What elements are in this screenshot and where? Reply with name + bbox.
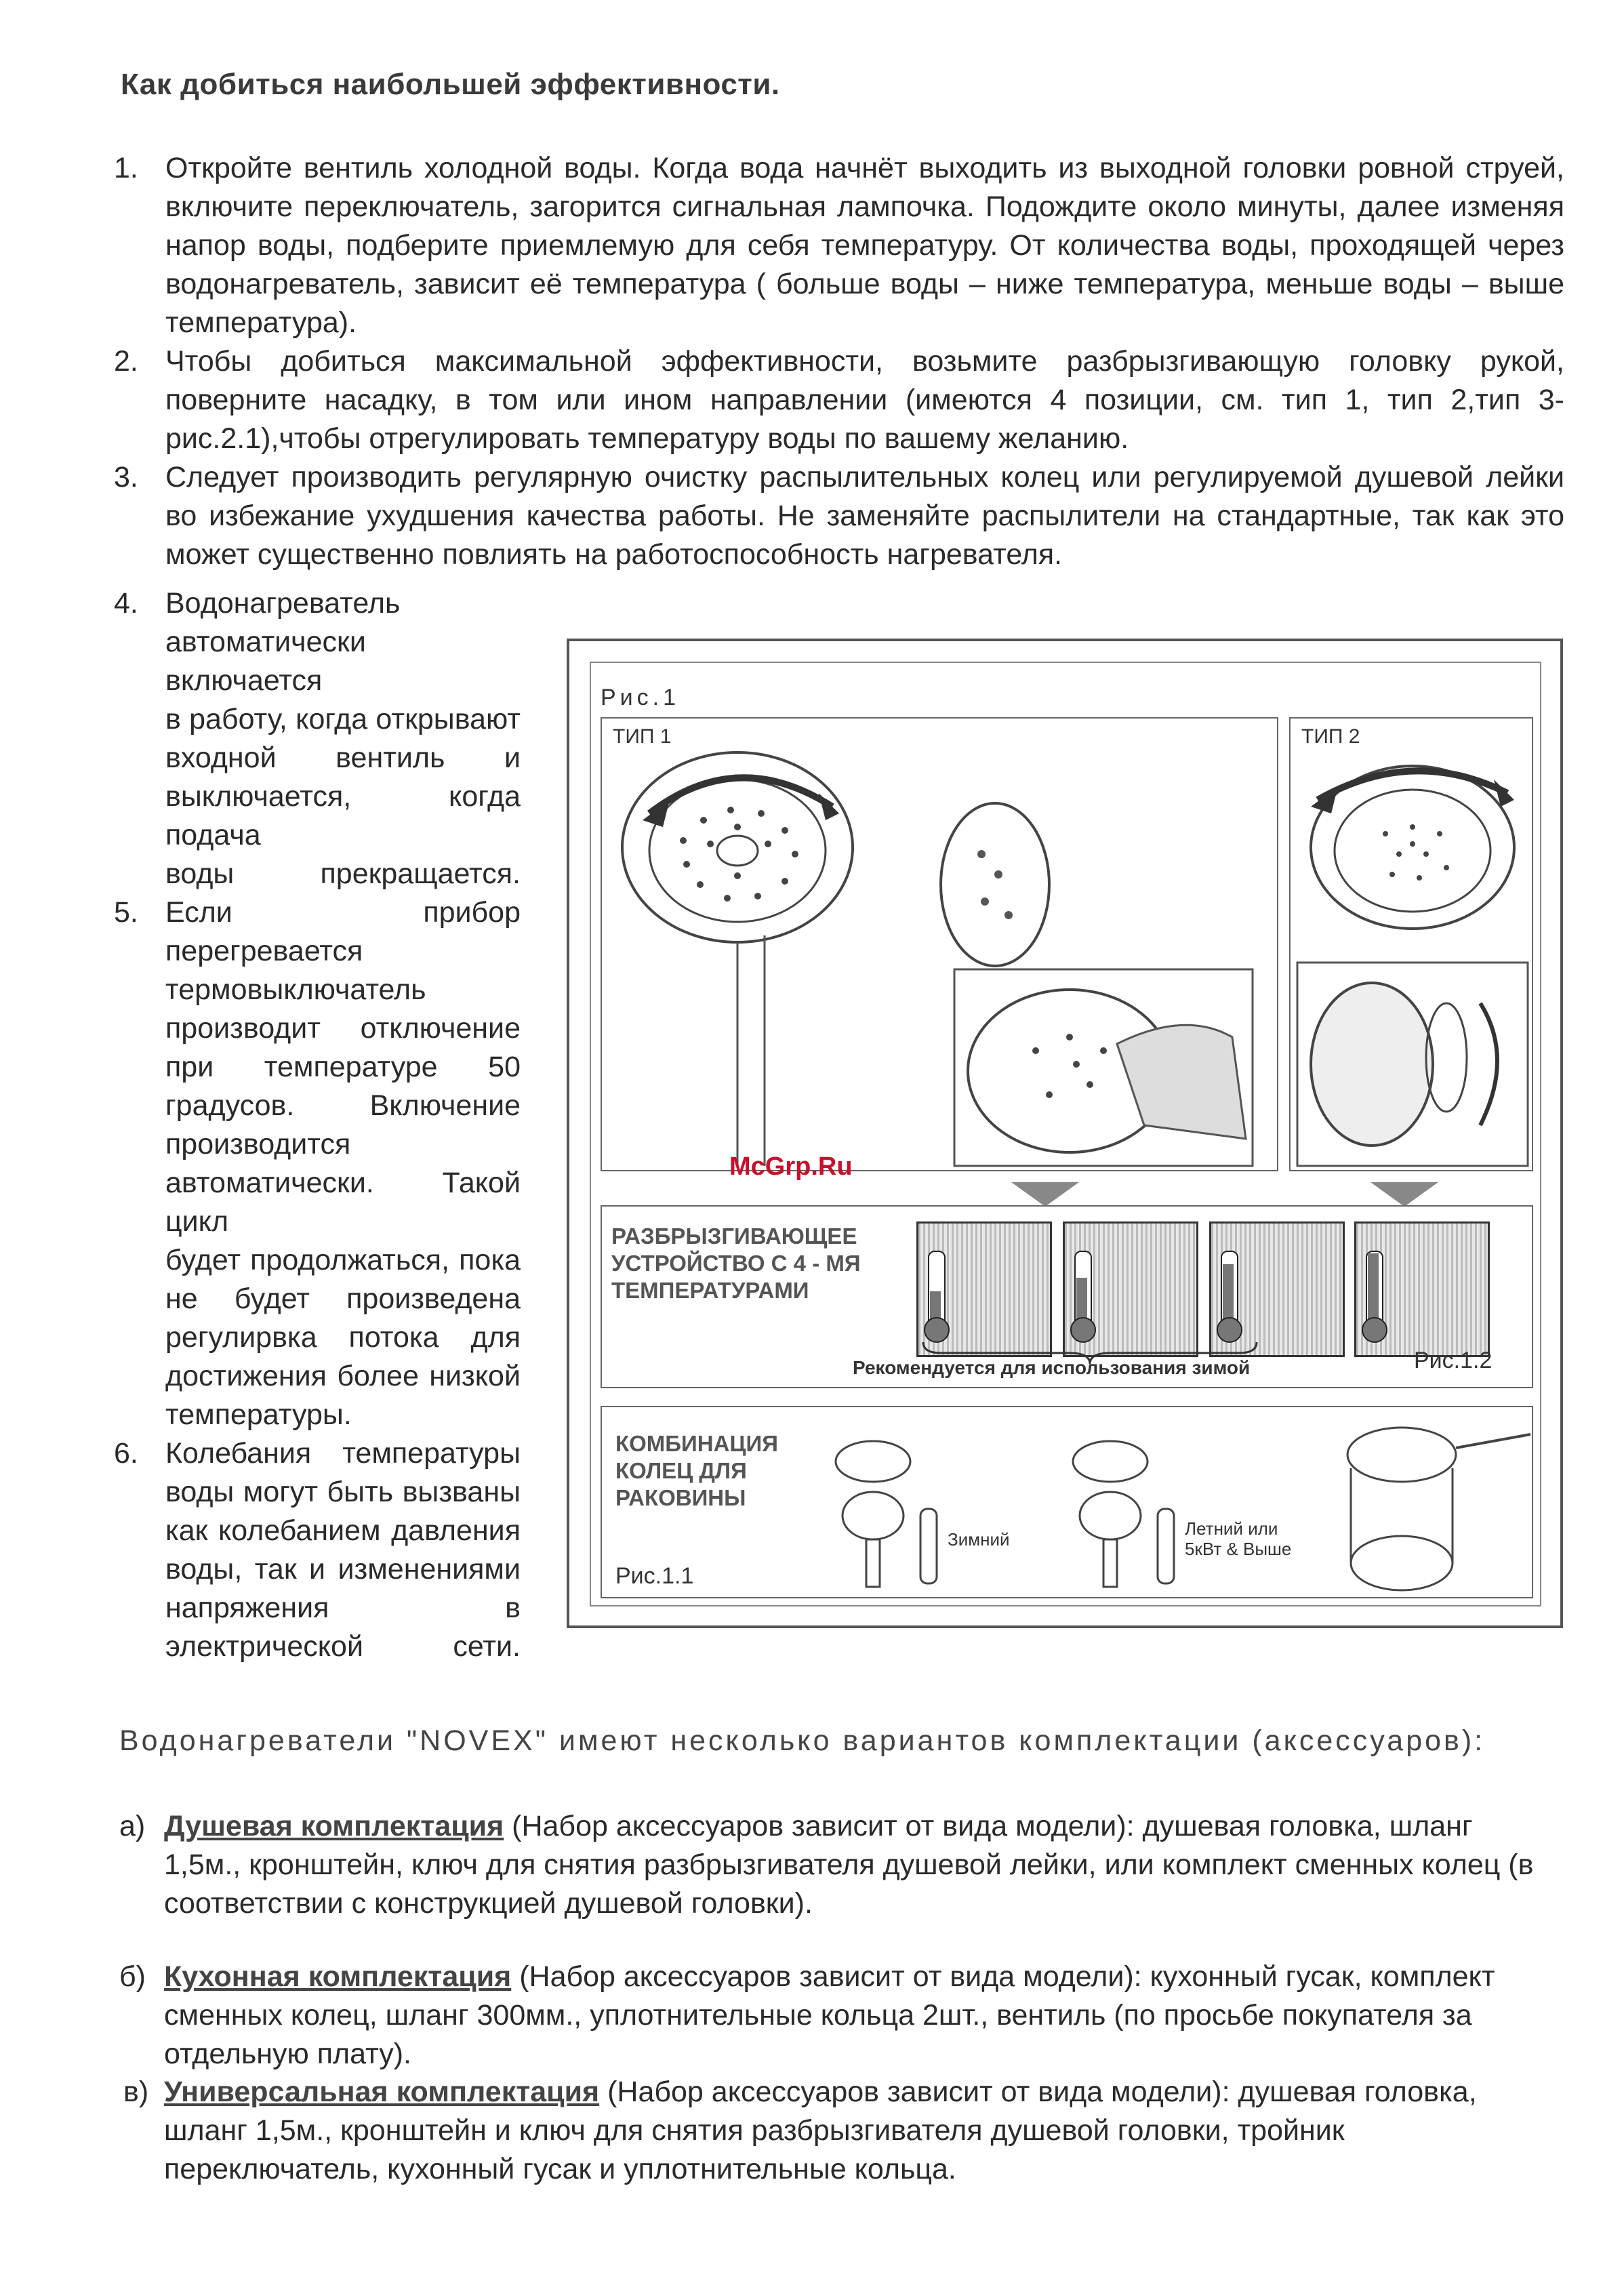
temperature-setting-1 bbox=[916, 1221, 1052, 1357]
item-line: температуры. bbox=[165, 1398, 352, 1431]
type2-label: ТИП 2 bbox=[1301, 725, 1360, 748]
narrow-instructions bbox=[114, 584, 521, 1666]
item-line: напряжения в bbox=[165, 1592, 521, 1624]
kit-name: Душевая комплектация bbox=[164, 1810, 504, 1842]
kit-name: Кухонная комплектация bbox=[164, 1960, 512, 1993]
watermark: McGrp.Ru bbox=[729, 1152, 853, 1181]
item-line: будет продолжаться, пока bbox=[165, 1244, 521, 1276]
instructions-list bbox=[114, 149, 1564, 574]
item-line: воды могут быть вызваны bbox=[165, 1476, 521, 1508]
item-line: воды, так и изменениями bbox=[165, 1553, 521, 1585]
combo-heading: КОМБИНАЦИЯ КОЛЕЦ ДЛЯ РАКОВИНЫ bbox=[615, 1431, 778, 1510]
spray-panel bbox=[601, 1205, 1533, 1388]
item-line: автоматически включается bbox=[165, 626, 366, 697]
item-text: Следует производить регулярную очистку распылительных колец или регулируемой душевой лейки во избежание ухудшения качества работы. Не заменяйте распылители на стандартные, так как это может существенно повлиять на работоспособность нагревателя. bbox=[165, 461, 1564, 571]
item-line: достижения более низкой bbox=[165, 1360, 521, 1392]
fig12-label: Рис.1.2 bbox=[1414, 1348, 1493, 1373]
fig1-label: Рис.1 bbox=[601, 685, 681, 710]
list-item bbox=[114, 1434, 521, 1666]
item-text: Чтобы добиться максимальной эффективности, возьмите разбрызгивающую головку рукой, поверните насадку, в том или ином направлении (имеются 4 позиции, см. тип 1, тип 2,тип 3-рис.2.1),чтобы отрегулировать температуру воды по вашему желанию. bbox=[165, 345, 1564, 455]
page-title: Как добиться наибольшей эффективности. bbox=[121, 68, 780, 101]
list-item bbox=[114, 342, 1564, 458]
kit-letter: а) bbox=[119, 1810, 146, 1842]
item-number: 4. bbox=[114, 587, 138, 620]
item-line: термовыключатель bbox=[165, 973, 426, 1006]
item-number: 2. bbox=[114, 345, 138, 378]
type2-panel bbox=[1289, 717, 1533, 1171]
item-line: производится bbox=[165, 1128, 351, 1160]
summer-label: Летний или 5кВт & Выше bbox=[1185, 1518, 1292, 1559]
shower-head-type2-illustration bbox=[1291, 719, 1535, 1173]
item-line: Колебания температуры bbox=[165, 1437, 521, 1470]
item-line: Если прибор перегревается bbox=[165, 896, 521, 967]
ring-combination-illustration bbox=[602, 1407, 1535, 1600]
kit-letter: в) bbox=[123, 2076, 149, 2108]
item-line: воды прекращается. bbox=[165, 857, 521, 890]
item-line: входной вентиль и bbox=[165, 742, 521, 774]
item-line: Водонагреватель bbox=[165, 587, 401, 620]
kit-name: Универсальная комплектация bbox=[164, 2076, 600, 2108]
kit-shower bbox=[119, 1807, 1556, 1923]
item-text: Откройте вентиль холодной воды. Когда вода начнёт выходить из выходной головки ровной струей, включите переключатель, загорится сигнальная лампочка. Подождите около минуты, далее изменяя напор воды, подберите приемлемую для себя температуру. От количества воды, проходящей через водонагреватель, зависит её температура ( больше воды – ниже температура, меньше воды – выше температура). bbox=[165, 152, 1564, 339]
accessories-intro: Водонагреватели "NOVEX" имеют несколько вариантов комплектации (аксессуаров): bbox=[119, 1724, 1486, 1757]
item-number: 1. bbox=[114, 152, 138, 184]
list-item bbox=[114, 458, 1564, 574]
item-line: выключается, когда подача bbox=[165, 780, 521, 851]
item-line: при температуре 50 bbox=[165, 1051, 521, 1083]
shower-head-type1-illustration bbox=[602, 719, 1280, 1173]
temperature-setting-3 bbox=[1209, 1221, 1345, 1357]
kit-universal bbox=[119, 2073, 1556, 2189]
kit-letter: б) bbox=[119, 1960, 146, 1993]
fig11-label: Рис.1.1 bbox=[615, 1563, 694, 1589]
item-line: как колебанием давления bbox=[165, 1514, 521, 1547]
temperature-setting-4 bbox=[1354, 1221, 1490, 1357]
combo-panel bbox=[601, 1406, 1533, 1598]
item-line: регулирвка потока для bbox=[165, 1321, 521, 1354]
winter-label: Зимний bbox=[948, 1529, 1010, 1550]
kit-text: (Набор аксессуаров зависит от вида модели): кухонный гусак, комплект сменных колец, шланг 300мм., уплотнительные кольца 2шт., вентиль (по просьбе покупателя за отдельную плату). bbox=[164, 1960, 1495, 2070]
figure-inner bbox=[590, 662, 1541, 1607]
figure-frame bbox=[567, 639, 1563, 1628]
winter-note: Рекомендуется для использования зимой bbox=[853, 1357, 1251, 1378]
kit-kitchen bbox=[119, 1958, 1556, 2074]
kit-text: (Набор аксессуаров зависит от вида модели): душевая головка, шланг 1,5м., кронштейн и ключ для снятия разбрызгивателя душевой головки, тройник переключатель, кухонный гусак и уплотнительные кольца. bbox=[164, 2076, 1477, 2185]
item-line: электрической сети. bbox=[165, 1630, 521, 1663]
list-item bbox=[114, 149, 1564, 342]
item-line: производит отключение bbox=[165, 1012, 521, 1045]
item-line: в работу, когда открывают bbox=[165, 703, 521, 735]
temperature-setting-2 bbox=[1063, 1221, 1198, 1357]
item-number: 5. bbox=[114, 896, 138, 929]
item-number: 6. bbox=[114, 1437, 138, 1470]
type1-panel bbox=[601, 717, 1278, 1171]
type1-label: ТИП 1 bbox=[613, 725, 672, 748]
spray-heading: РАЗБРЫЗГИВАЮЩЕЕ УСТРОЙСТВО С 4 - МЯ ТЕМПЕРАТУРАМИ bbox=[611, 1224, 861, 1303]
item-line: не будет произведена bbox=[165, 1282, 521, 1315]
kit-text: (Набор аксессуаров зависит от вида модели): душевая головка, шланг 1,5м., кронштейн, ключ для снятия разбрызгивателя душевой лейки, или комплект сменных колец (в соответствии с конструкцией душевой головки). bbox=[164, 1810, 1534, 1920]
item-line: автоматически. Такой цикл bbox=[165, 1167, 521, 1238]
item-number: 3. bbox=[114, 461, 138, 493]
item-line: градусов. Включение bbox=[165, 1089, 521, 1122]
list-item bbox=[114, 893, 521, 1434]
list-item bbox=[114, 584, 521, 893]
